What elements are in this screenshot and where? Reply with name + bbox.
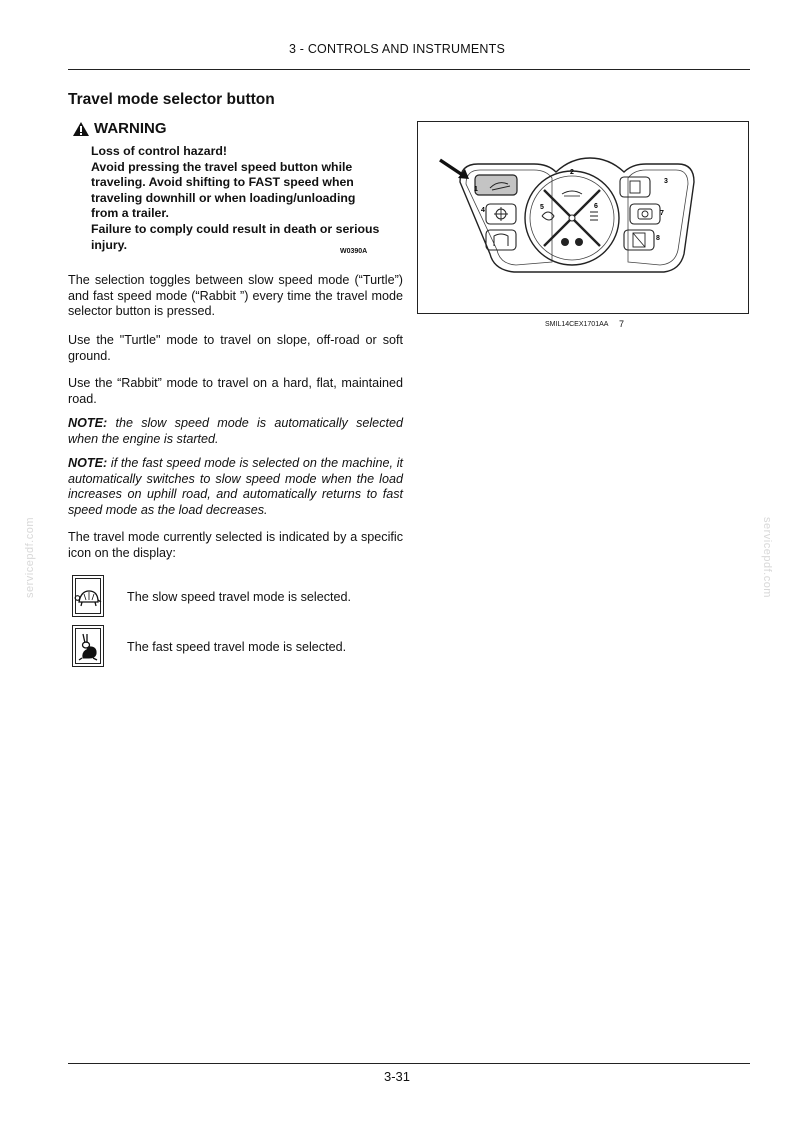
warning-heading [72,120,167,137]
button-number-3: 3 [664,178,668,185]
switch-panel-illustration [418,122,748,313]
button-number-1: 1 [474,186,478,193]
switch-panel-figure [417,121,749,314]
paragraph-rabbit-usage: Use the “Rabbit” mode to travel on a hard, flat, maintained road. [68,376,403,406]
watermark-left: servicepdf.com [24,517,36,598]
button-number-5: 5 [540,204,544,211]
note-auto-switch [68,456,403,518]
warning-code: W0390A [340,248,368,255]
button-number-6: 6 [594,203,598,210]
paragraph-turtle-usage: Use the "Turtle" mode to travel on slope, off-road or soft ground. [68,333,403,363]
footer-rule [68,1063,750,1064]
note-text: the slow speed mode is automatically selected when the engine is started. [68,416,403,446]
paragraph-display-icon: The travel mode currently selected is indicated by a specific icon on the display: [68,530,403,560]
warning-line-instruction: Avoid pressing the travel speed button while traveling. Avoid shifting to FAST speed when traveling downhill or when loading/unloading from a trailer. [91,159,356,221]
turtle-icon [72,575,104,617]
button-number-2: 2 [570,169,574,176]
note-label: NOTE: [68,456,108,470]
warning-body [91,144,381,253]
watermark-right: servicepdf.com [761,517,773,598]
button-1-highlight [475,175,517,195]
warning-line-hazard: Loss of control hazard! [91,144,227,158]
button-number-8: 8 [656,235,660,242]
running-header: 3 - CONTROLS AND INSTRUMENTS [288,42,506,56]
header-rule [68,69,750,70]
figure-code: SMIL14CEX1701AA [545,321,609,328]
warning-line-consequence: Failure to comply could result in death or serious injury. [91,221,380,252]
figure-number: 7 [619,319,625,329]
paragraph-toggle: The selection toggles between slow speed mode (“Turtle”) and fast speed mode (“Rabbit ”) every time the travel mode selector button is pressed. [68,273,403,318]
button-number-7: 7 [660,210,664,217]
section-title: Travel mode selector button [68,91,275,108]
warning-title: WARNING [94,120,167,137]
page-number: 3-31 [383,1069,411,1084]
note-text: if the fast speed mode is selected on the machine, it automatically switches to slow speed mode when the load increases on uphill road, and automatically returns to fast speed mode as the load decreases. [68,456,403,517]
icon-label-slow: The slow speed travel mode is selected. [127,590,352,604]
note-slow-default [68,416,403,447]
button-number-4: 4 [481,207,485,214]
icon-label-fast: The fast speed travel mode is selected. [127,640,347,654]
note-label: NOTE: [68,416,108,430]
rabbit-icon [72,625,104,667]
warning-triangle-icon [72,121,90,137]
